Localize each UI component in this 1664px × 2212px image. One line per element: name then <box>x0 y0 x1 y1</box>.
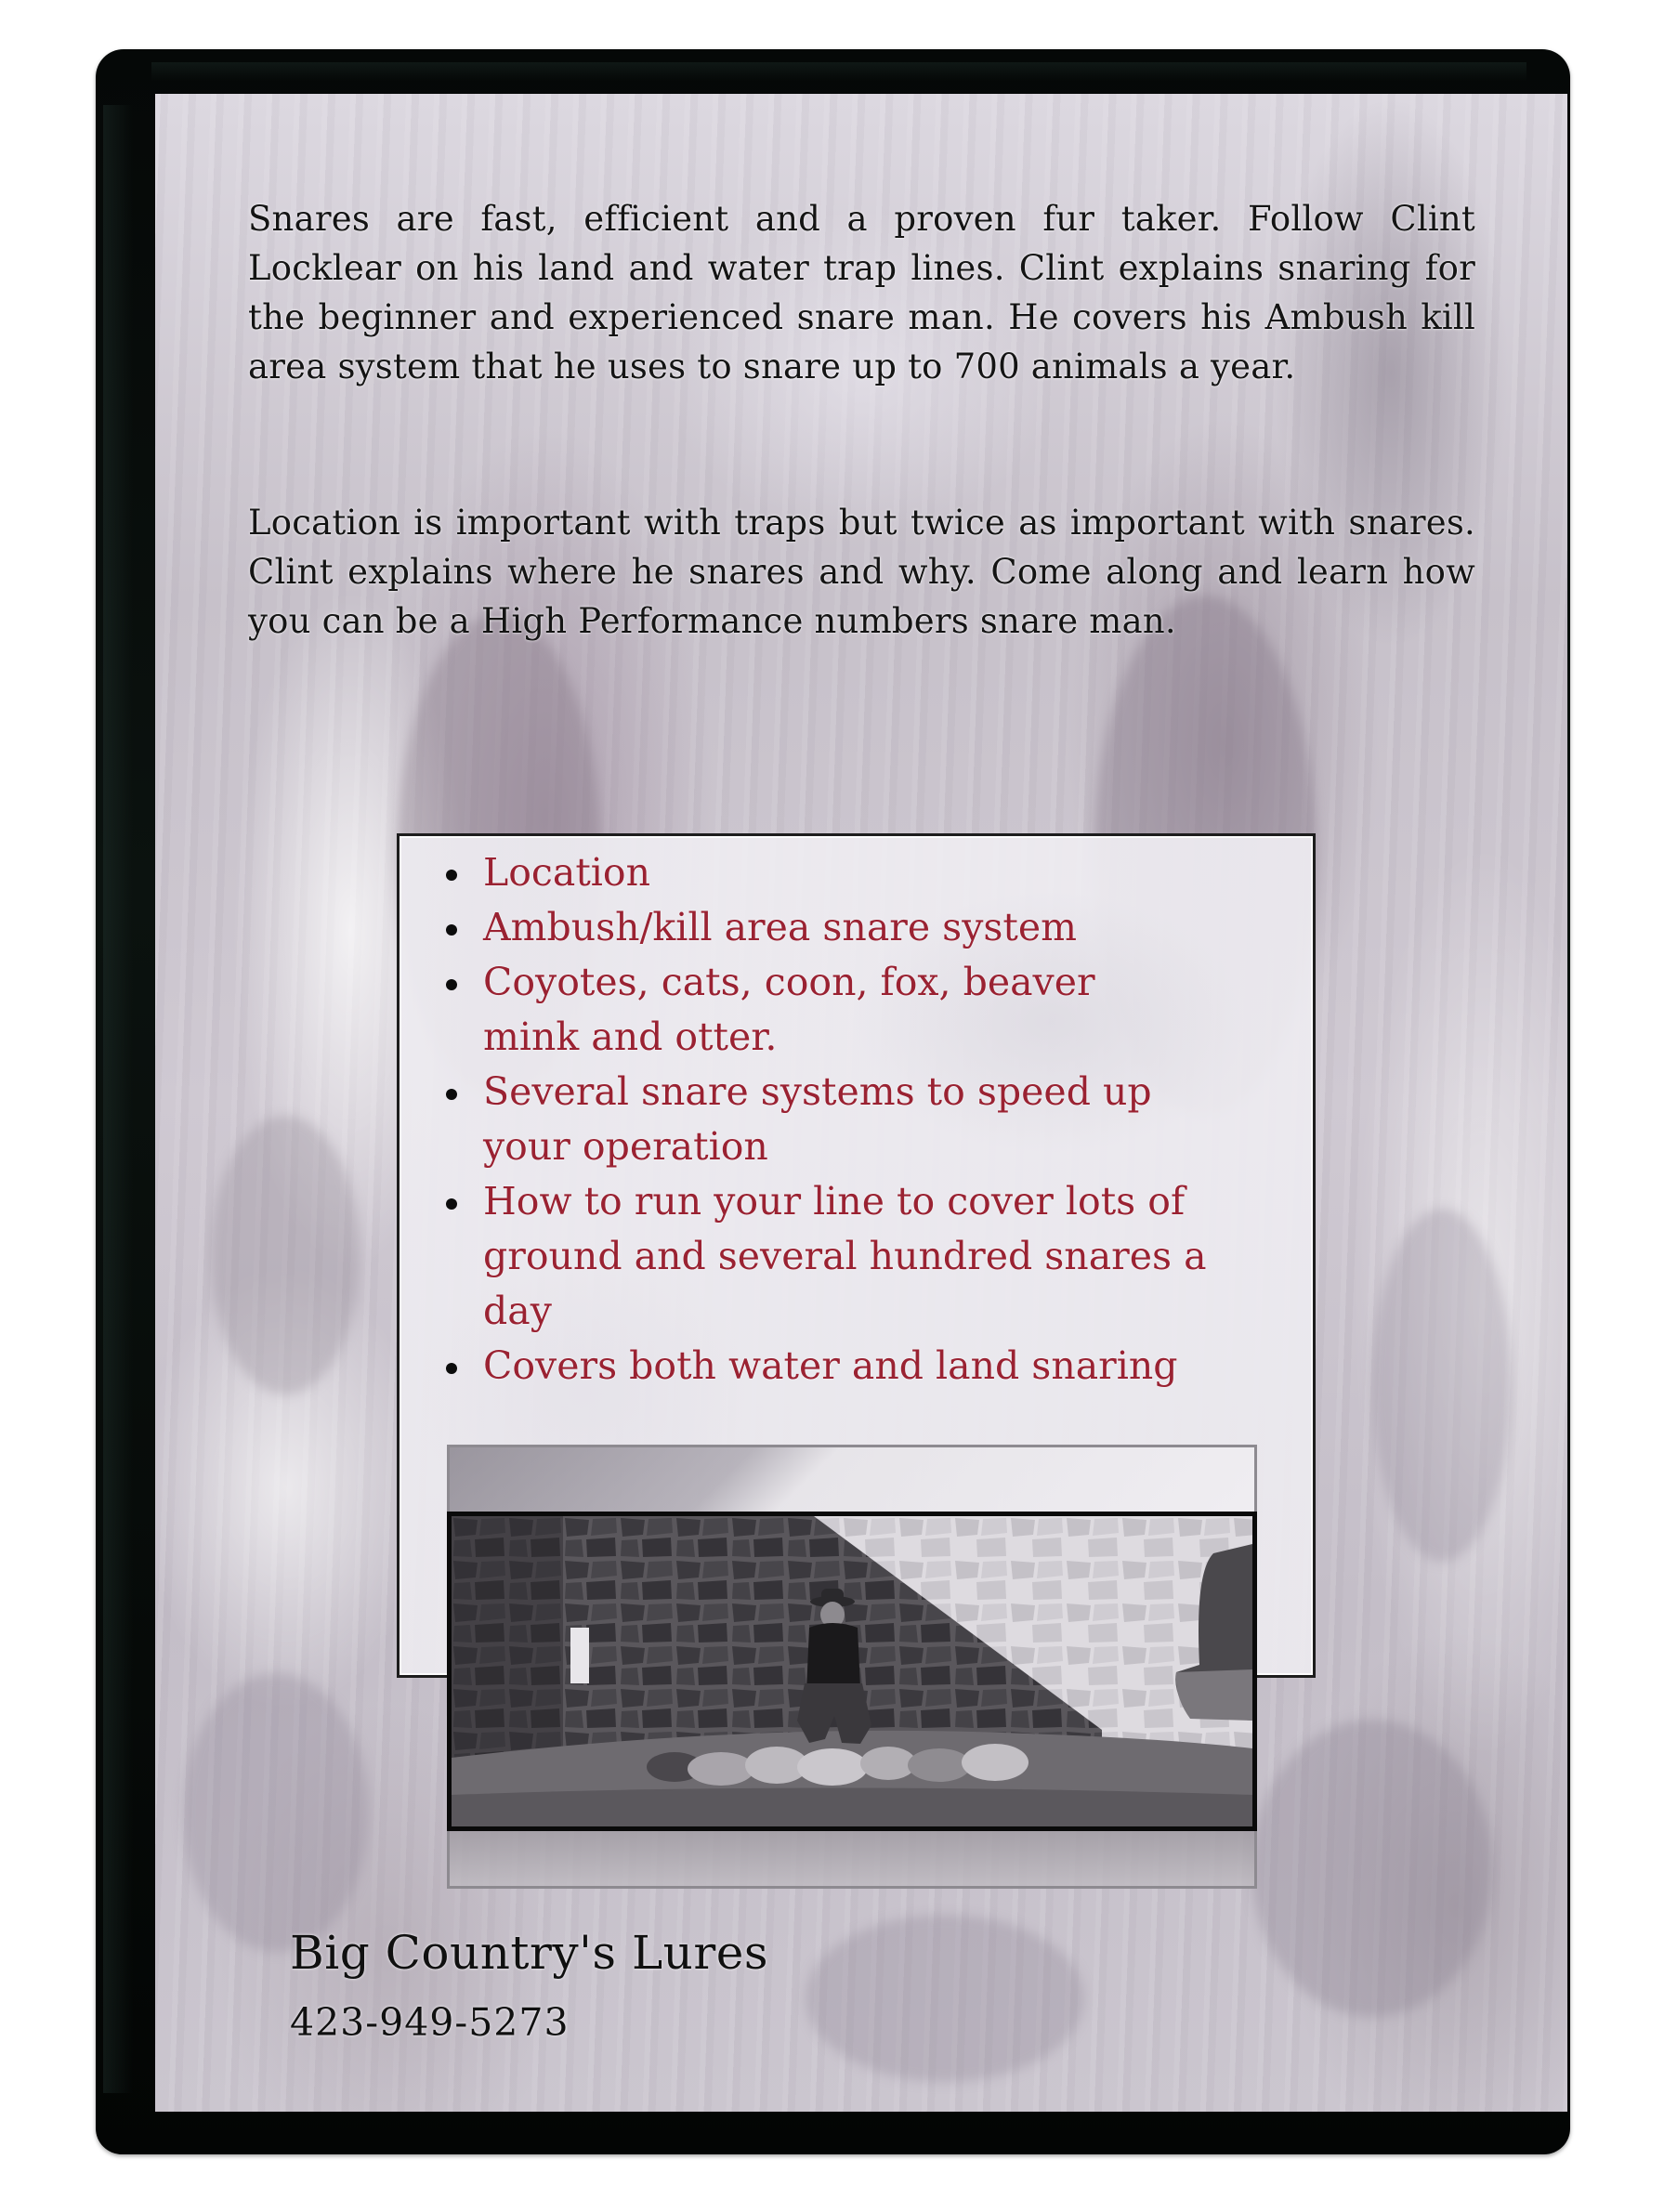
fur-texture <box>806 1915 1084 2082</box>
fur-texture <box>211 1116 360 1394</box>
description-paragraph-2: Location is important with traps but twice as important with snares. Clint explains where he snares and why. Come along and learn how you can be a High Performance numbers snare man. <box>248 503 1475 641</box>
fur-texture <box>183 1673 369 1952</box>
case-sheen <box>103 105 140 2093</box>
fur-texture <box>1251 1720 1493 2017</box>
feature-item: Location <box>446 845 1226 900</box>
feature-list <box>446 845 1282 1394</box>
photo-bottom-strip <box>447 1831 1257 1889</box>
fur-texture <box>1372 1209 1512 1562</box>
brand-name: Big Country's Lures <box>290 1926 768 1980</box>
photo-top-strip <box>447 1445 1257 1512</box>
phone-number: 423-949-5273 <box>290 2000 570 2045</box>
feature-item: Several snare systems to speed up your operation <box>446 1065 1189 1174</box>
feature-item: How to run your line to cover lots of ground and several hundred snares a day <box>446 1174 1264 1339</box>
case-sheen <box>151 62 1526 81</box>
trapper-photo <box>447 1512 1257 1831</box>
description-paragraph-1: Snares are fast, efficient and a proven fur taker. Follow Clint Locklear on his land and water trap lines. Clint explains snaring for the beginner and experienced snare man. He covers his Ambush kill area system that he uses to snare up to 700 animals a year. <box>248 199 1475 386</box>
cover-insert <box>155 94 1567 2112</box>
photo-illustration <box>452 1516 1252 1826</box>
photo-frame <box>447 1445 1257 1889</box>
feature-item: Coyotes, cats, coon, fox, beaver mink and otter. <box>446 955 1171 1065</box>
feature-item: Ambush/kill area snare system <box>446 900 1189 955</box>
feature-item: Covers both water and land snaring <box>446 1339 1282 1394</box>
